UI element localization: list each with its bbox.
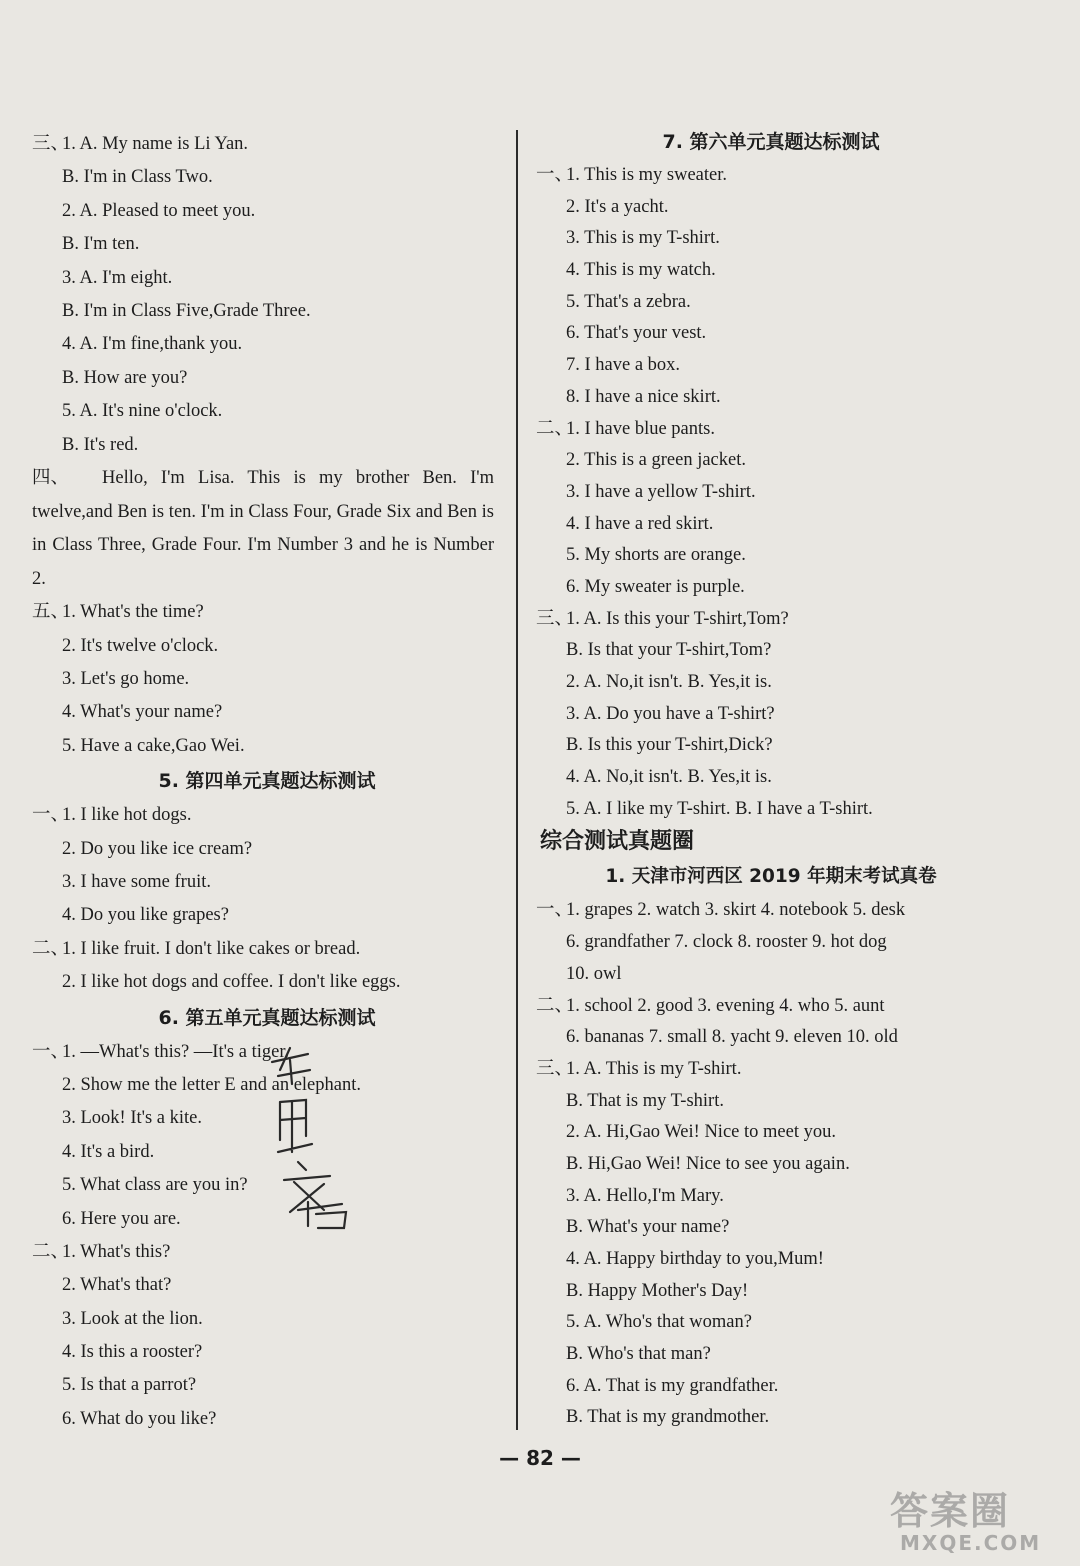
answer-line — [536, 1339, 1006, 1371]
answer-line — [32, 1303, 502, 1336]
section-label: 一、 — [32, 805, 70, 826]
answer-text: B. Happy Mother's Day! — [566, 1280, 749, 1301]
answer-line — [32, 933, 502, 966]
answer-text: B. I'm in Class Two. — [62, 167, 213, 188]
answer-line — [32, 195, 502, 228]
answer-text: 2. Do you like ice cream? — [62, 838, 253, 859]
answer-text: 6. My sweater is purple. — [566, 576, 745, 597]
answer-text: 3. I have some fruit. — [62, 872, 211, 893]
answer-line — [536, 1149, 1006, 1181]
answer-line — [32, 696, 502, 729]
answer-text: 10. owl — [566, 963, 622, 984]
answer-text: 3. Look at the lion. — [62, 1308, 203, 1329]
answer-text: 1. A. My name is Li Yan. — [62, 134, 249, 154]
answer-text: 2. This is a green jacket. — [566, 450, 746, 471]
page-number: — 82 — — [499, 1446, 581, 1470]
answer-text: 7. I have a box. — [566, 355, 681, 376]
answer-text: 3. Look! It's a kite. — [62, 1108, 202, 1129]
unit-6-heading: 7. 第六单元真题达标测试 — [662, 131, 880, 153]
answer-line — [536, 794, 1006, 826]
exam-heading: 1. 天津市河西区 2019 年期末考试真卷 — [605, 866, 937, 888]
answer-line — [536, 1212, 1006, 1244]
answer-line — [536, 192, 1006, 224]
answer-line — [32, 899, 502, 932]
section-label: 一、 — [536, 165, 574, 185]
answer-text: 1. A. Is this your T-shirt,Tom? — [566, 608, 789, 629]
answer-text: 5. Is that a parrot? — [62, 1375, 197, 1396]
unit-4-heading: 5. 第四单元真题达标测试 — [158, 770, 376, 793]
answer-line — [536, 509, 1006, 541]
section-label: 三、 — [32, 134, 70, 154]
answer-text: 6. bananas 7. small 8. yacht 9. eleven 10. old — [566, 1027, 898, 1048]
answer-line — [32, 429, 502, 462]
answer-text: 6. Here you are. — [62, 1208, 181, 1229]
answer-text: 6. That's your vest. — [566, 323, 707, 344]
answer-line — [32, 799, 502, 832]
answer-text: 1. I like fruit. I don't like cakes or bread. — [62, 938, 361, 959]
answer-line — [536, 604, 1006, 636]
answer-text: 5. That's a zebra. — [566, 291, 691, 312]
answer-line — [32, 866, 502, 899]
answer-text: 1. —What's this? —It's a tiger. — [62, 1041, 290, 1062]
answer-line — [32, 128, 502, 161]
answer-text: B. Hi,Gao Wei! Nice to see you again. — [566, 1153, 850, 1174]
watermark-url: MXQE.COM — [900, 1531, 1042, 1555]
answer-text: 4. A. No,it isn't. B. Yes,it is. — [566, 767, 772, 788]
answer-line — [536, 1086, 1006, 1118]
section-label: 二、 — [536, 995, 574, 1016]
answer-text: 8. I have a nice skirt. — [566, 386, 721, 407]
answer-text: B. Who's that man? — [566, 1344, 711, 1365]
answer-line — [536, 1307, 1006, 1339]
answer-text: 1. I have blue pants. — [566, 418, 715, 439]
answer-line — [536, 350, 1006, 382]
answer-text: 1. A. This is my T-shirt. — [566, 1058, 742, 1079]
site-watermark — [890, 1480, 1070, 1560]
answer-text: B. I'm ten. — [62, 234, 140, 255]
answer-text: 6. What do you like? — [62, 1408, 217, 1429]
answer-text: 4. Do you like grapes? — [62, 905, 229, 926]
answer-line — [536, 1054, 1006, 1086]
answer-line — [536, 991, 1006, 1023]
answer-line — [536, 1117, 1006, 1149]
left-column — [32, 128, 502, 1436]
column-divider — [516, 130, 518, 1430]
answer-text: 4. This is my watch. — [566, 260, 716, 281]
answer-text: B. What's your name? — [566, 1217, 730, 1238]
answer-line — [32, 228, 502, 261]
answer-line — [32, 362, 502, 395]
answer-line — [32, 328, 502, 361]
answer-text: 2. I like hot dogs and coffee. I don't like eggs. — [62, 972, 401, 993]
comprehensive-test-heading: 综合测试真题圈 — [540, 829, 695, 855]
answer-line — [536, 1022, 1006, 1054]
answer-line — [536, 445, 1006, 477]
answer-text: 3. I have a yellow T-shirt. — [566, 481, 756, 502]
answer-text: 5. What class are you in? — [62, 1175, 248, 1196]
answer-text: 4. I have a red skirt. — [566, 513, 714, 534]
answer-text: 2. It's twelve o'clock. — [62, 635, 219, 656]
answer-text: 2. A. Hi,Gao Wei! Nice to meet you. — [566, 1122, 836, 1143]
section-label: 四、 — [32, 467, 70, 488]
answer-line — [32, 1269, 502, 1302]
answer-line — [536, 572, 1006, 604]
answer-text: B. Is this your T-shirt,Dick? — [566, 735, 773, 756]
answer-text: 5. My shorts are orange. — [566, 545, 746, 566]
section-label: 五、 — [32, 602, 70, 623]
answer-text: B. How are you? — [62, 367, 188, 388]
answer-text: 4. A. Happy birthday to you,Mum! — [566, 1249, 824, 1269]
answer-line — [536, 160, 1006, 192]
answer-text: 2. What's that? — [62, 1275, 172, 1296]
watermark-logo-text: 答案圈 — [890, 1489, 1011, 1533]
answer-line — [32, 262, 502, 295]
answer-line — [32, 730, 502, 763]
section-label: 二、 — [32, 1241, 70, 1262]
answer-line — [536, 667, 1006, 699]
section-label: 三、 — [536, 608, 574, 629]
answer-text: 3. A. I'm eight. — [62, 267, 173, 288]
answer-line — [536, 762, 1006, 794]
answer-line — [32, 1236, 502, 1269]
answer-text: 5. Have a cake,Gao Wei. — [62, 735, 245, 756]
answer-line — [32, 395, 502, 428]
answer-line — [536, 635, 1006, 667]
answer-line — [536, 699, 1006, 731]
answer-text: 3. A. Do you have a T-shirt? — [566, 703, 775, 724]
answer-text: 5. A. I like my T-shirt. B. I have a T-shirt. — [566, 798, 873, 819]
answer-text: B. It's red. — [62, 434, 139, 455]
answer-line — [32, 1403, 502, 1436]
answer-line — [536, 255, 1006, 287]
answer-text: 2. A. No,it isn't. B. Yes,it is. — [566, 672, 772, 692]
section-label: 一、 — [32, 1041, 70, 1062]
answer-line — [32, 833, 502, 866]
answer-line — [536, 223, 1006, 255]
section-label: 三、 — [536, 1058, 574, 1079]
answer-text: 6. grandfather 7. clock 8. rooster 9. hot dog — [566, 932, 887, 953]
passage-text: Hello, I'm Lisa. This is my brother Ben. I'm twelve,and Ben is ten. I'm in Class Four, Grade Six and Ben is in Class Three, Grade Four. I'm Number 3 and he is Number 2. — [32, 467, 494, 589]
answer-text: 4. What's your name? — [62, 702, 223, 723]
answer-line — [32, 966, 502, 999]
answer-line — [536, 895, 1006, 927]
answer-text: B. Is that your T-shirt,Tom? — [566, 640, 772, 661]
answer-line — [32, 295, 502, 328]
answer-line — [32, 663, 502, 696]
answer-line — [536, 382, 1006, 414]
section-label: 一、 — [536, 900, 574, 921]
answer-text: 3. A. Hello,I'm Mary. — [566, 1185, 724, 1206]
answer-text: B. That is my grandmother. — [566, 1407, 770, 1428]
answer-text: 1. What's the time? — [62, 602, 204, 623]
answer-text: 4. Is this a rooster? — [62, 1342, 203, 1363]
answer-text: 4. A. I'm fine,thank you. — [62, 334, 243, 355]
answer-line — [32, 1369, 502, 1402]
answer-text: 6. A. That is my grandfather. — [566, 1375, 779, 1396]
section-label: 二、 — [536, 418, 574, 439]
answer-line — [536, 477, 1006, 509]
answer-text: 5. A. It's nine o'clock. — [62, 401, 223, 422]
answer-line — [536, 318, 1006, 350]
answer-line — [536, 1181, 1006, 1213]
answer-text: B. I'm in Class Five,Grade Three. — [62, 300, 311, 321]
answer-text: 3. This is my T-shirt. — [566, 228, 720, 249]
answer-line — [32, 630, 502, 663]
answer-line — [536, 959, 1006, 991]
answer-text: 4. It's a bird. — [62, 1141, 155, 1162]
answer-text: B. That is my T-shirt. — [566, 1090, 724, 1111]
reading-passage — [32, 462, 502, 596]
answer-line — [536, 1402, 1006, 1434]
unit-5-heading: 6. 第五单元真题达标测试 — [158, 1006, 376, 1029]
answer-line — [536, 287, 1006, 319]
answer-line — [536, 730, 1006, 762]
answer-line — [32, 1336, 502, 1369]
answer-line — [536, 927, 1006, 959]
answer-line — [536, 1371, 1006, 1403]
section-label: 二、 — [32, 938, 70, 959]
answer-text: 1. This is my sweater. — [566, 165, 728, 185]
answer-text: 1. grapes 2. watch 3. skirt 4. notebook 5. desk — [566, 900, 906, 921]
answer-text: 2. It's a yacht. — [566, 196, 669, 217]
answer-line — [32, 596, 502, 629]
answer-text: 1. I like hot dogs. — [62, 805, 192, 826]
answer-line — [536, 540, 1006, 572]
handwritten-scribble — [250, 1040, 370, 1230]
right-column — [536, 124, 1006, 1434]
answer-line — [32, 161, 502, 194]
answer-text: 2. Show me the letter E and an elephant. — [62, 1074, 361, 1095]
answer-line — [536, 1276, 1006, 1308]
answer-text: 1. school 2. good 3. evening 4. who 5. aunt — [566, 995, 885, 1016]
answer-text: 5. A. Who's that woman? — [566, 1312, 752, 1333]
answer-text: 3. Let's go home. — [62, 669, 190, 690]
answer-line — [536, 1244, 1006, 1276]
answer-line — [536, 414, 1006, 446]
answer-text: 1. What's this? — [62, 1241, 171, 1262]
answer-text: 2. A. Pleased to meet you. — [62, 200, 256, 221]
